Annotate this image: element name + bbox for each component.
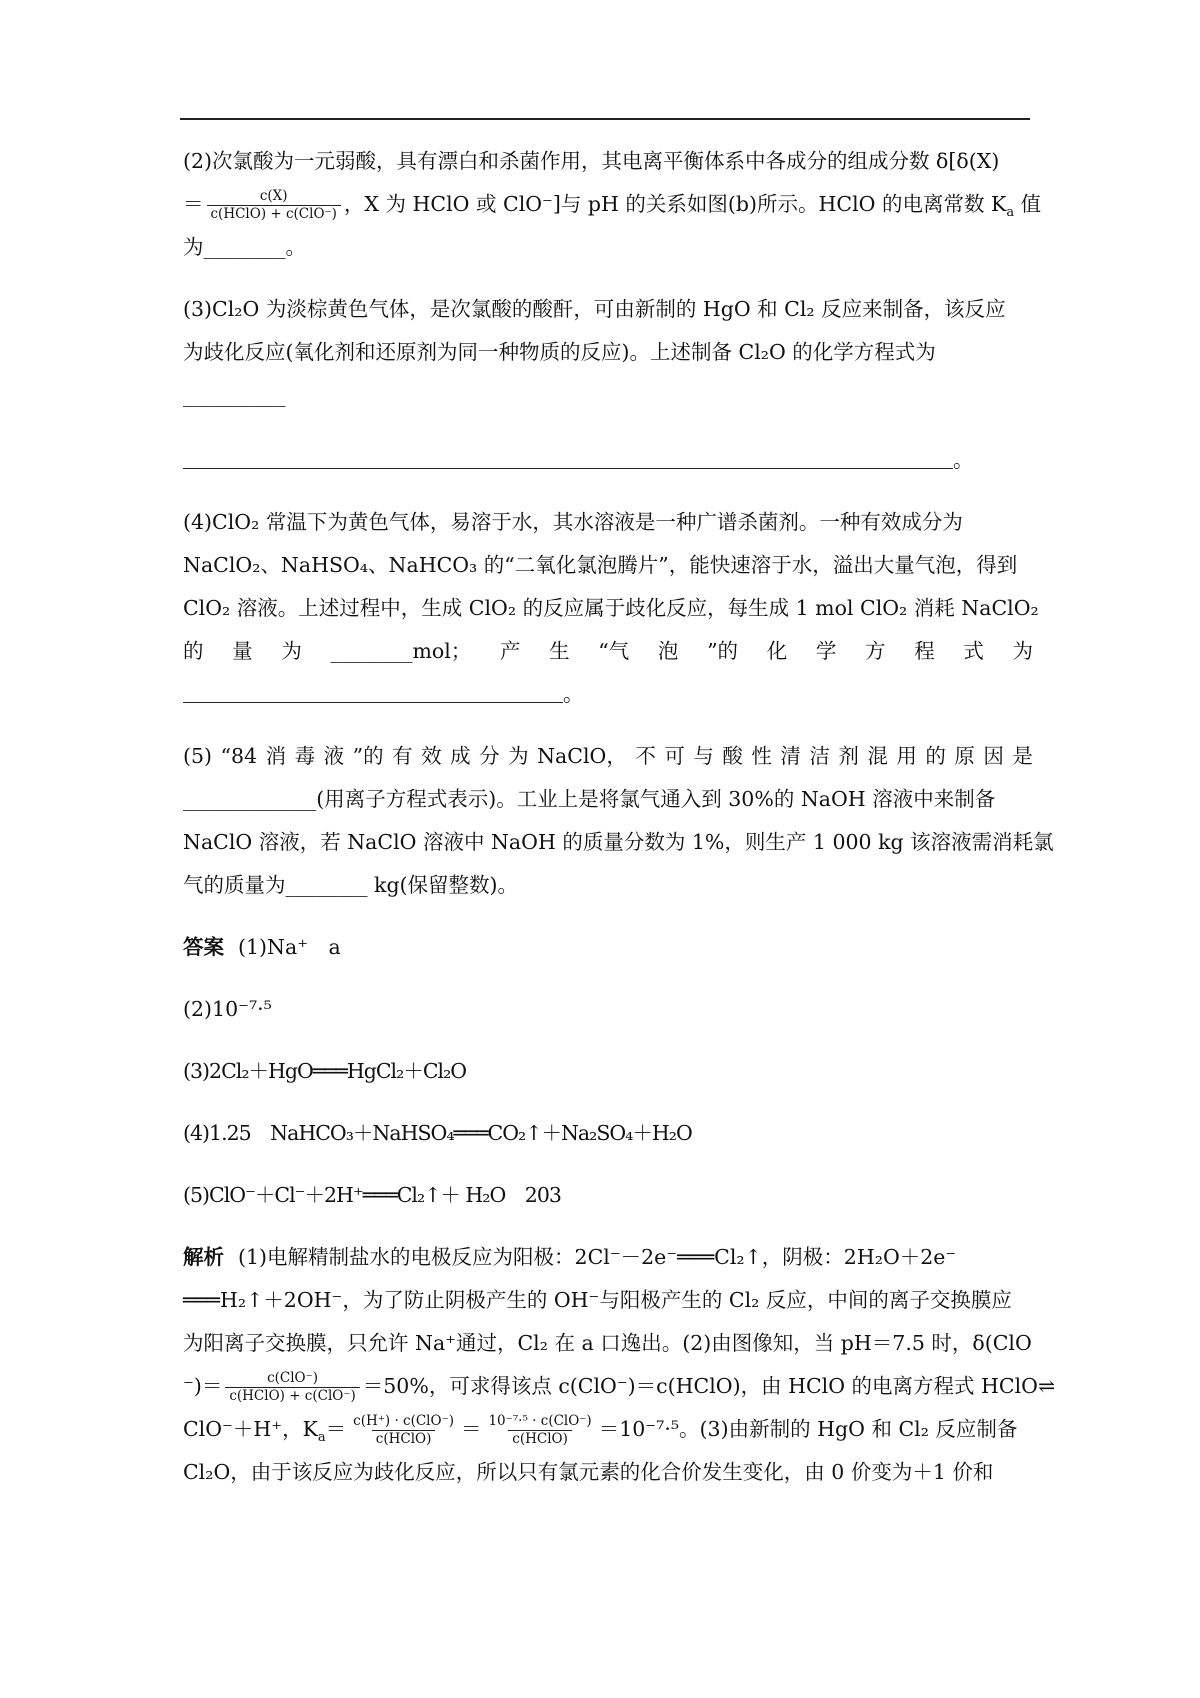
q3-line-4	[183, 439, 1033, 482]
answer-section	[183, 926, 1033, 1217]
q5-word: 的	[925, 744, 946, 768]
document-body	[183, 140, 1056, 1513]
analysis-frac-3-den: c(HClO)	[508, 1430, 572, 1448]
q2-frac-den: c(HClO) + c(ClO⁻)	[207, 205, 341, 223]
q4-answer-blank	[183, 680, 563, 703]
q4-word: 为	[281, 639, 302, 663]
q5-word: 为	[508, 744, 529, 768]
q2-line-2-end: 值	[1014, 192, 1042, 216]
analysis-frac-1-den: c(HClO) + c(ClO⁻)	[225, 1387, 359, 1405]
q4-line-4	[183, 630, 1033, 673]
q5-word: 消	[265, 744, 287, 768]
q2-frac-num: c(X)	[259, 188, 288, 204]
analysis-l5-post: ＝10⁻⁷·⁵。(3)由新制的 HgO 和 Cl₂ 反应制备	[598, 1417, 1018, 1441]
q4-word: 式	[963, 639, 984, 663]
q3-line-4-end: 。	[953, 448, 974, 472]
q2-line-2-rest: ，X 为 HClO 或 ClO⁻]与 pH 的关系如图(b)所示。HClO 的电离常数 K	[343, 192, 1007, 216]
q4-line-2: NaClO₂、NaHSO₄、NaHCO₃ 的“二氧化氯泡腾片”，能快速溶于水，溢出大量气泡，得到	[183, 553, 1018, 577]
q5-word: 洁	[809, 744, 830, 768]
q4-word: 程	[914, 639, 935, 663]
q4-word: 化	[766, 639, 788, 663]
analysis-frac-1-num: c(ClO⁻)	[267, 1370, 318, 1386]
analysis-ka-sub: a	[317, 1430, 326, 1446]
q5-line-1	[183, 735, 1033, 778]
q5-word: 分	[479, 744, 500, 768]
analysis-label: 解析	[183, 1245, 224, 1269]
analysis-frac-2-den: c(HClO)	[372, 1430, 436, 1448]
header-rule	[180, 118, 1030, 120]
q4-line-1: (4)ClO₂ 常温下为黄色气体，易溶于水，其水溶液是一种广谱杀菌剂。一种有效成分为	[183, 510, 963, 534]
analysis-l5-eq-2: ＝	[460, 1417, 482, 1441]
q5-word: 性	[751, 744, 772, 768]
analysis-l4-post: ＝50%，可求得该点 c(ClO⁻)＝c(HClO)，由 HClO 的电离方程式 HClO⇌	[362, 1374, 1056, 1398]
analysis-line-6: Cl₂O，由于该反应为歧化反应，所以只有氯元素的化合价发生变化，由 0 价变为＋1 价和	[183, 1460, 994, 1484]
analysis-line-2: ═══H₂↑＋2OH⁻，为了防止阴极产生的 OH⁻与阳极产生的 Cl₂ 反应，中间的离子交换膜应	[183, 1288, 1012, 1312]
answer-label: 答案	[183, 935, 224, 959]
q4-word: 量	[232, 639, 253, 663]
analysis-l5-eq: ＝	[325, 1417, 347, 1441]
q5-word: 毒	[294, 744, 316, 768]
q4-word: 为	[1012, 639, 1033, 663]
analysis-line-1-text: (1)电解精制盐水的电极反应为阳极：2Cl⁻－2e⁻═══Cl₂↑，阴极：2H₂O＋2e⁻	[238, 1245, 957, 1269]
q5-word: 不	[635, 744, 656, 768]
q5-line-2: _____________(用离子方程式表示)。工业上是将氯气通入到 30%的 NaOH 溶液中来制备	[183, 787, 996, 811]
question-4	[183, 501, 1039, 716]
answer-2: (2)10⁻⁷·⁵	[183, 997, 272, 1021]
q5-word: 酸	[722, 744, 743, 768]
q5-word: 因	[983, 744, 1004, 768]
q3-answer-blank	[183, 446, 953, 469]
q3-line-1: (3)Cl₂O 为淡棕黄色气体，是次氯酸的酸酐，可由新制的 HgO 和 Cl₂ 反应来制备，该反应	[183, 297, 1006, 321]
q5-word: NaClO，	[537, 744, 627, 768]
q5-word: 原	[954, 744, 975, 768]
question-5	[183, 735, 1054, 907]
q4-word: 方	[865, 639, 886, 663]
q4-word: 学	[815, 639, 837, 663]
q5-word: 可	[664, 744, 685, 768]
analysis-section	[183, 1236, 1056, 1494]
q3-line-3: __________	[183, 383, 286, 407]
q2-line-3: 为________。	[183, 235, 306, 259]
q5-word: 有	[392, 744, 413, 768]
question-2	[183, 140, 1042, 269]
analysis-line-5	[183, 1408, 1033, 1451]
analysis-l5-pre: ClO⁻＋H⁺，K	[183, 1417, 318, 1441]
q2-eq-prefix: ＝	[183, 192, 204, 216]
q5-word: 混	[867, 744, 888, 768]
q4-word: “气	[598, 639, 630, 663]
analysis-line-1	[183, 1236, 1033, 1279]
q2-fraction	[207, 188, 341, 223]
q4-word: 的	[183, 639, 204, 663]
q5-word: 是	[1012, 744, 1033, 768]
analysis-fraction-2	[349, 1413, 458, 1448]
q2-line-1: (2)次氯酸为一元弱酸，具有漂白和杀菌作用，其电离平衡体系中各成分的组成分数 δ[δ(X)	[183, 149, 1000, 173]
q4-word: 泡	[657, 639, 679, 663]
q5-word: 剂	[838, 744, 859, 768]
q5-word: 用	[896, 744, 917, 768]
q2-ka-sub: a	[1006, 205, 1015, 221]
q2-line-2	[183, 183, 1042, 226]
analysis-line-4	[183, 1365, 1056, 1408]
q4-line-5-end: 。	[563, 682, 584, 706]
analysis-fraction-1	[225, 1370, 359, 1405]
q4-word: ________mol；	[330, 639, 472, 663]
q5-word: ”的	[352, 744, 384, 768]
answer-1-text: (1)Na⁺ a	[238, 935, 341, 959]
q5-word: 成	[450, 744, 471, 768]
q5-word: 清	[780, 744, 801, 768]
answer-1	[183, 926, 1033, 969]
q4-line-5	[183, 673, 1033, 716]
q4-line-3: ClO₂ 溶液。上述过程中，生成 ClO₂ 的反应属于歧化反应，每生成 1 mol ClO₂ 消耗 NaClO₂	[183, 596, 1039, 620]
q5-word: 效	[421, 744, 442, 768]
answer-5: (5)ClO⁻＋Cl⁻＋2H⁺═══Cl₂↑＋ H₂O 203	[183, 1183, 561, 1207]
q4-word: ”的	[707, 639, 739, 663]
q5-word: 与	[693, 744, 714, 768]
q5-line-4: 气的质量为________ kg(保留整数)。	[183, 873, 519, 897]
analysis-l4-pre: ⁻)＝	[183, 1374, 223, 1398]
analysis-frac-2-num: c(H⁺) · c(ClO⁻)	[353, 1413, 454, 1429]
answer-4: (4)1.25 NaHCO₃＋NaHSO₄═══CO₂↑＋Na₂SO₄＋H₂O	[183, 1121, 692, 1145]
q3-line-2: 为歧化反应(氧化剂和还原剂为同一种物质的反应)。上述制备 Cl₂O 的化学方程式为	[183, 340, 936, 364]
analysis-fraction-3	[484, 1413, 595, 1448]
q5-word: “84	[220, 744, 258, 768]
analysis-frac-3-num: 10⁻⁷·⁵ · c(ClO⁻)	[488, 1413, 592, 1429]
answer-3: (3)2Cl₂＋HgO═══HgCl₂＋Cl₂O	[183, 1059, 467, 1083]
analysis-line-3: 为阳离子交换膜，只允许 Na⁺通过，Cl₂ 在 a 口逸出。(2)由图像知，当 pH＝7.5 时，δ(ClO	[183, 1331, 1032, 1355]
question-3	[183, 288, 1033, 482]
q4-word: 产	[499, 639, 521, 663]
q5-line-3: NaClO 溶液，若 NaClO 溶液中 NaOH 的质量分数为 1%，则生产 1 000 kg 该溶液需消耗氯	[183, 830, 1054, 854]
q5-word: (5)	[183, 744, 213, 768]
q4-word: 生	[549, 639, 570, 663]
q5-word: 液	[323, 744, 345, 768]
